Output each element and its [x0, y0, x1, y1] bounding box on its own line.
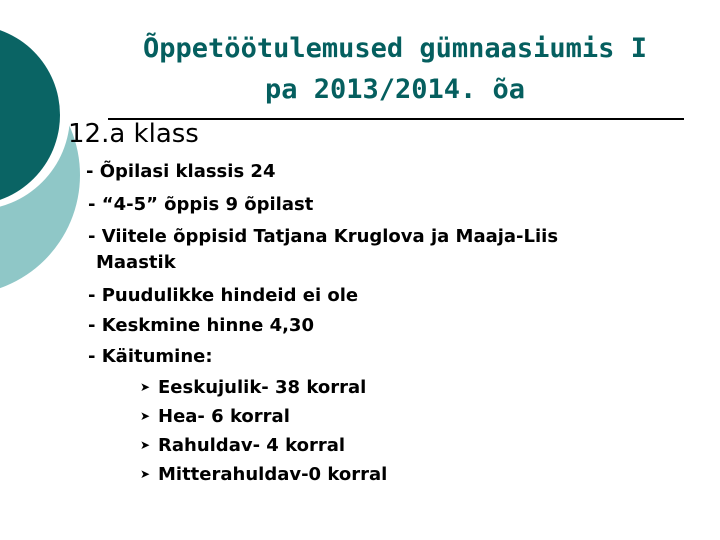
slide-title [100, 28, 690, 110]
behavior-item [140, 405, 290, 428]
behavior-item-label: Eeskujulik- 38 korral [158, 377, 367, 398]
line-behavior: - Käitumine: [88, 346, 213, 367]
behavior-item-label: Hea- 6 korral [158, 406, 290, 427]
title-line-1: Õppetöötulemused gümnaasiumis I [143, 33, 647, 64]
arrow-bullet-icon: ➤ [140, 467, 151, 481]
class-heading: 12.a klass [68, 119, 199, 149]
behavior-item [140, 434, 345, 457]
line-average-grade: - Keskmine hinne 4,30 [88, 315, 314, 336]
behavior-item [140, 376, 366, 399]
arrow-bullet-icon: ➤ [140, 409, 151, 423]
line-grades-4-5: - “4-5” õppis 9 õpilast [88, 194, 314, 215]
arrow-bullet-icon: ➤ [140, 380, 151, 394]
line-excellent-students: - Viitele õppisid Tatjana Kruglova ja Maaja-Liis [88, 226, 559, 247]
arrow-bullet-icon: ➤ [140, 438, 151, 452]
behavior-item-label: Mitterahuldav-0 korral [158, 464, 388, 485]
line-no-failing: - Puudulikke hindeid ei ole [88, 285, 359, 306]
behavior-item [140, 463, 387, 486]
line-students-count: - Õpilasi klassis 24 [86, 161, 276, 182]
behavior-item-label: Rahuldav- 4 korral [158, 435, 346, 456]
title-line-2: pa 2013/2014. õa [264, 74, 526, 105]
line-excellent-students-cont: Maastik [96, 252, 176, 273]
